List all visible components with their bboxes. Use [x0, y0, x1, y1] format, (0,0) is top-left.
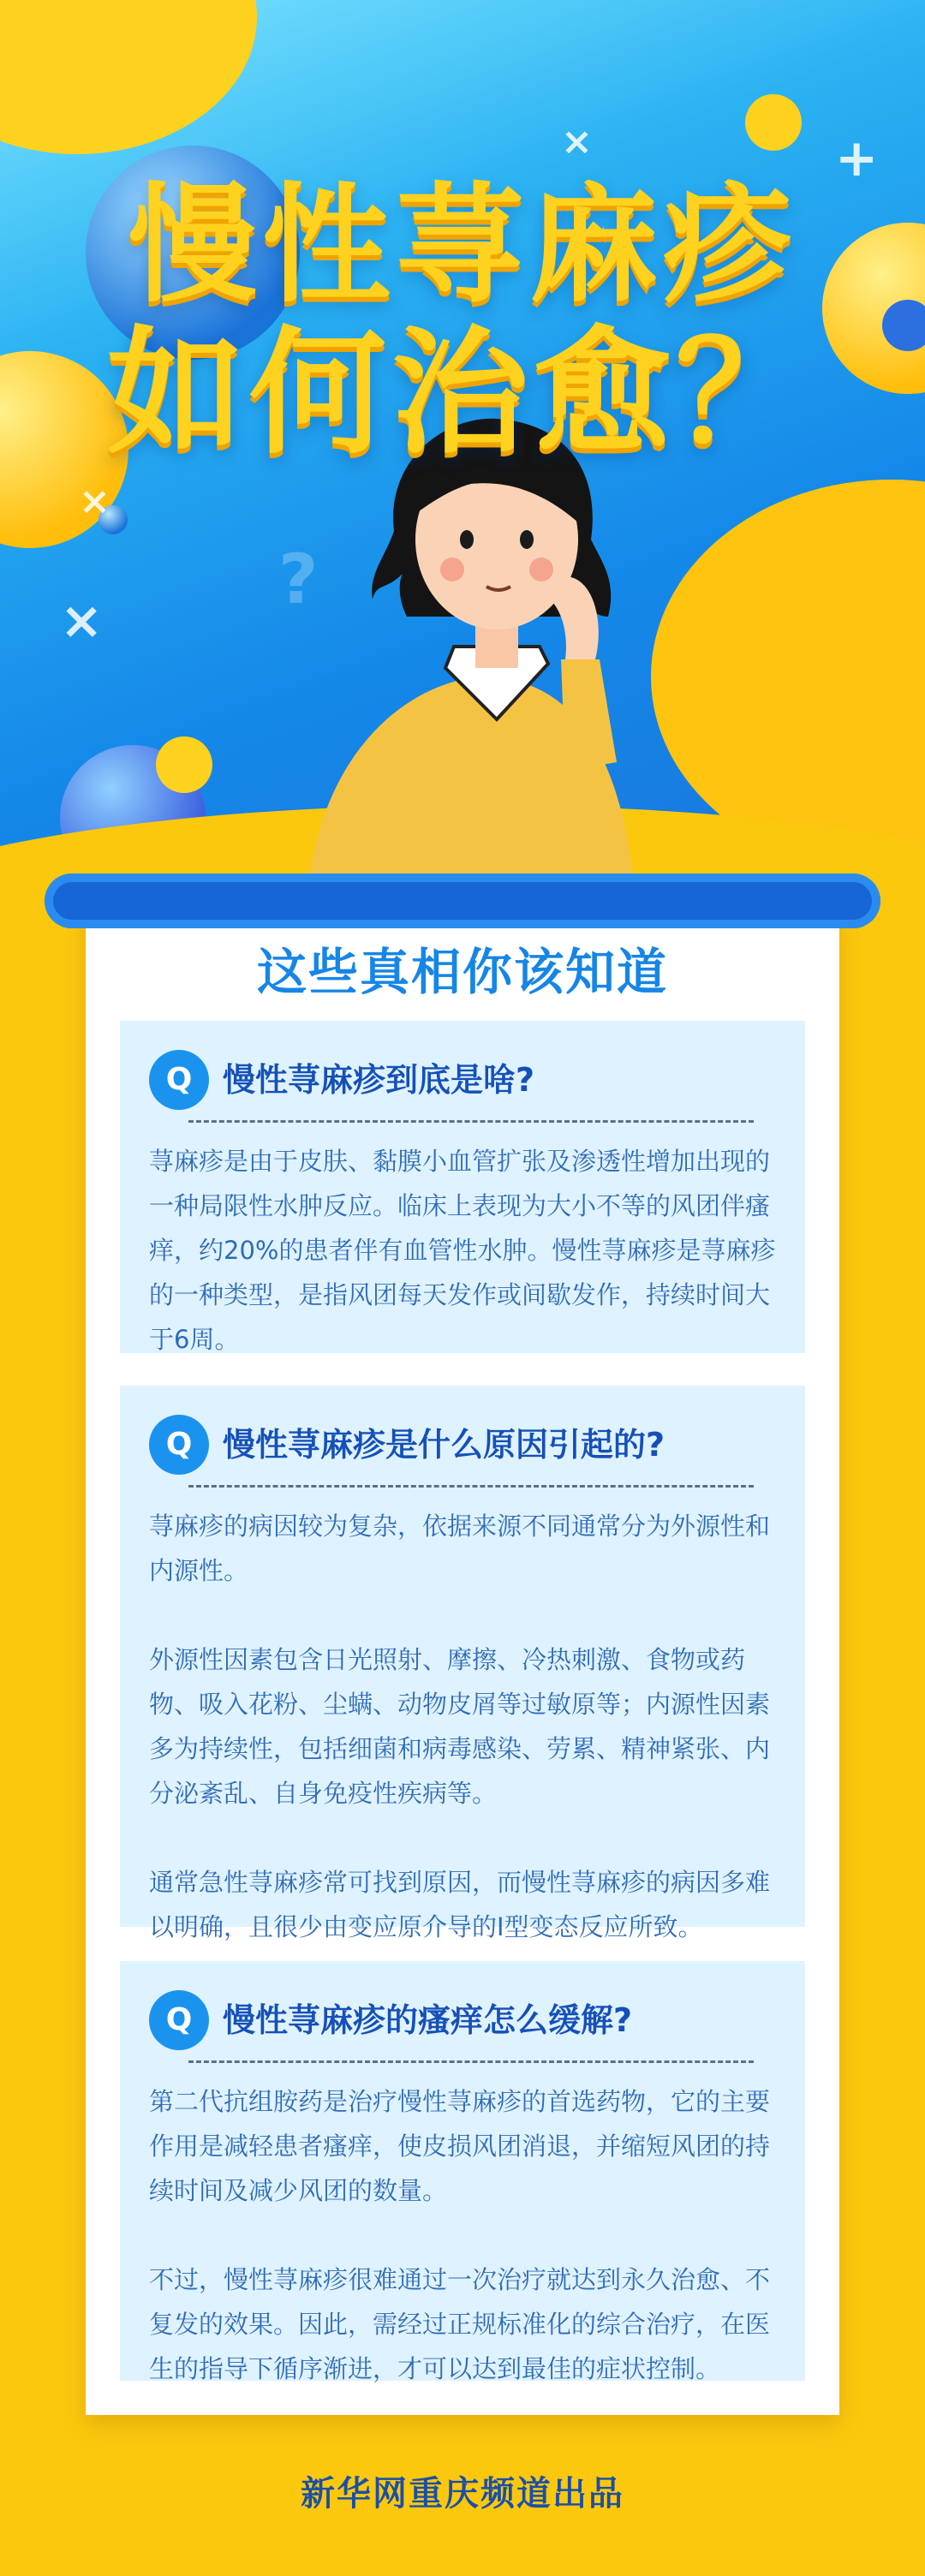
plus-icon: +	[835, 128, 879, 188]
faq-answer	[149, 1139, 781, 1362]
question-icon: Q	[149, 1415, 209, 1475]
cross-icon: ×	[60, 591, 104, 651]
poster-title-line-1: 慢性荨麻疹	[128, 171, 797, 320]
section-title: 这些真相你该知道	[256, 943, 668, 1001]
cheek-left	[440, 558, 464, 581]
footer-credit: 新华网重庆频道出品	[301, 2474, 624, 2513]
faq-question: 慢性荨麻疹是什么原因引起的?	[223, 1426, 665, 1464]
poster-title-line-2: 如何治愈？	[106, 313, 818, 473]
decor-yellow-dot-bottom	[156, 736, 212, 793]
answer-paragraph: 不过，慢性荨麻疹很难通过一次治疗就达到永久治愈、不复发的效果。因此，需经过正规标准化的综合治疗，在医生的指导下循序渐进，才可以达到最佳的症状控制。	[149, 2265, 771, 2383]
faq-card	[120, 1021, 805, 1353]
cross-icon: ×	[561, 120, 593, 164]
divider	[188, 2060, 754, 2063]
eye-left	[460, 530, 474, 549]
faq-answer	[149, 1504, 781, 1949]
question-mark-icon: ?	[278, 540, 319, 619]
faq-question: 慢性荨麻疹的瘙痒怎么缓解?	[223, 2001, 633, 2039]
answer-paragraph: 外源性因素包含日光照射、摩擦、冷热刺激、食物或药物、吸入花粉、尘螨、动物皮屑等过敏原等；内源性因素多为持续性，包括细菌和病毒感染、劳累、精神紧张、内分泌紊乱、自身免疫性疾病等。	[149, 1645, 771, 1808]
decor-yellow-blob	[0, 0, 257, 154]
faq-question: 慢性荨麻疹到底是啥?	[223, 1061, 535, 1099]
answer-paragraph: 通常急性荨麻疹常可找到原因，而慢性荨麻疹的病因多难以明确，且很少由变应原介导的I型变态反应所致。	[149, 1868, 771, 1941]
question-icon: Q	[149, 1990, 209, 2050]
answer-paragraph: 第二代抗组胺药是治疗慢性荨麻疹的首选药物，它的主要作用是减轻患者瘙痒，使皮损风团消退，并缩短风团的持续时间及减少风团的数量。	[149, 2087, 771, 2205]
cheek-right	[529, 558, 553, 581]
answer-paragraph: 荨麻疹的病因较为复杂，依据来源不同通常分为外源性和内源性。	[149, 1512, 771, 1585]
hero-banner	[0, 0, 925, 908]
arm	[561, 659, 617, 771]
divider	[188, 1120, 754, 1123]
faq-card	[120, 1386, 805, 1941]
faq-answer	[149, 2079, 781, 2391]
faq-card	[120, 1961, 805, 2381]
eye-right	[520, 530, 534, 549]
answer-paragraph: 荨麻疹是由于皮肤、黏膜小血管扩张及渗透性增加出现的一种局限性水肿反应。临床上表现为大小不等的风团伴瘙痒，约20%的患者伴有血管性水肿。慢性荨麻疹是荨麻疹的一种类型，是指风团每天发作或间歇发作，持续时间大于6周。	[149, 1147, 776, 1354]
question-icon: Q	[149, 1050, 209, 1110]
divider	[188, 1485, 754, 1488]
cross-icon: ×	[79, 480, 110, 523]
scroll-rod	[45, 874, 880, 928]
